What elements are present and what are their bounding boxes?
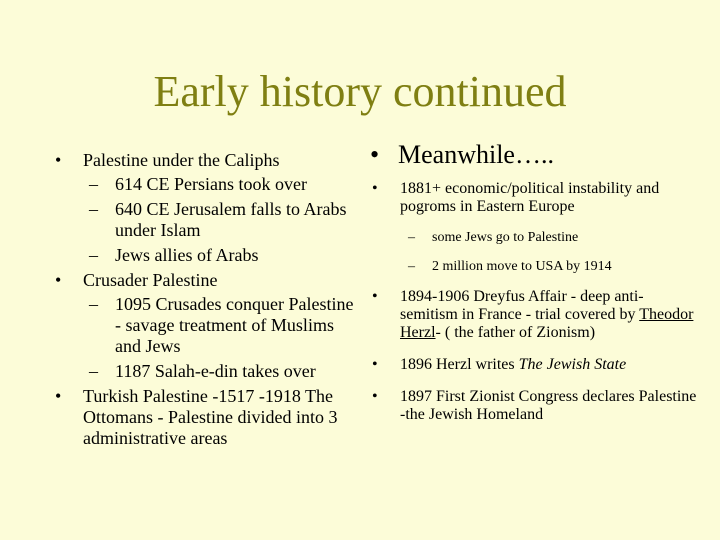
bullet-dreyfus [368, 288, 698, 342]
right-column [368, 140, 698, 438]
sub-bullet [368, 230, 698, 246]
dash: – [89, 361, 98, 381]
sub-text: 1187 Salah-e-din takes over [115, 361, 316, 381]
sub-text: some Jews go to Palestine [432, 230, 579, 245]
bullet-text: Palestine under the Caliphs [83, 150, 280, 170]
bullet-dot: • [372, 288, 378, 305]
dash: – [89, 245, 98, 265]
bullet-turkish [55, 386, 355, 449]
herzl-link[interactable]: Theodor Herzl [400, 306, 694, 341]
bullet-1896 [368, 356, 698, 374]
sub-text: 614 CE Persians took over [115, 174, 307, 194]
book-title: The Jewish State [518, 356, 627, 373]
bullet-1897 [368, 388, 698, 424]
bullet-dot: • [372, 356, 378, 373]
bullet-text: 1897 First Zionist Congress declares Palestine -the Jewish Homeland [400, 388, 697, 423]
sub-bullet [55, 245, 355, 266]
sub-text: 640 CE Jerusalem falls to Arabs under Islam [115, 199, 347, 240]
bullet-dot: • [55, 270, 62, 290]
bullet-text: 1896 Herzl writes [400, 356, 519, 373]
dash: – [89, 294, 98, 314]
sub-text: 1095 Crusades conquer Palestine - savage treatment of Muslims and Jews [115, 294, 354, 356]
dash: – [408, 230, 415, 245]
bullet-text: 1894-1906 Dreyfus Affair - deep anti-semitism in France - trial covered by [400, 288, 644, 323]
bullet-dot: • [55, 386, 62, 406]
sub-bullet [55, 199, 355, 241]
left-column [55, 150, 355, 452]
bullet-dot: • [55, 150, 62, 170]
bullet-1881 [368, 180, 698, 216]
bullet-dot: • [372, 388, 378, 405]
dash: – [89, 174, 98, 194]
bullet-text: Turkish Palestine -1517 -1918 The Ottomans - Palestine divided into 3 administrative areas [83, 386, 338, 448]
bullet-caliphs [55, 150, 355, 171]
meanwhile-heading [368, 140, 698, 170]
bullet-text-after: - ( the father of Zionism) [435, 324, 596, 341]
sub-text: 2 million move to USA by 1914 [432, 259, 612, 274]
bullet-crusader [55, 270, 355, 291]
bullet-text: 1881+ economic/political instability and pogroms in Eastern Europe [400, 180, 660, 215]
bullet-dot: • [372, 180, 378, 197]
heading-text: Meanwhile….. [398, 140, 554, 169]
slide-title: Early history continued [153, 67, 567, 116]
sub-bullet [55, 174, 355, 195]
bullet-text: Crusader Palestine [83, 270, 218, 290]
dash: – [89, 199, 98, 219]
sub-bullet [368, 259, 698, 275]
sub-text: Jews allies of Arabs [115, 245, 259, 265]
dash: – [408, 259, 415, 274]
bullet-dot: • [370, 140, 380, 169]
sub-bullet [55, 294, 355, 357]
sub-bullet [55, 361, 355, 382]
